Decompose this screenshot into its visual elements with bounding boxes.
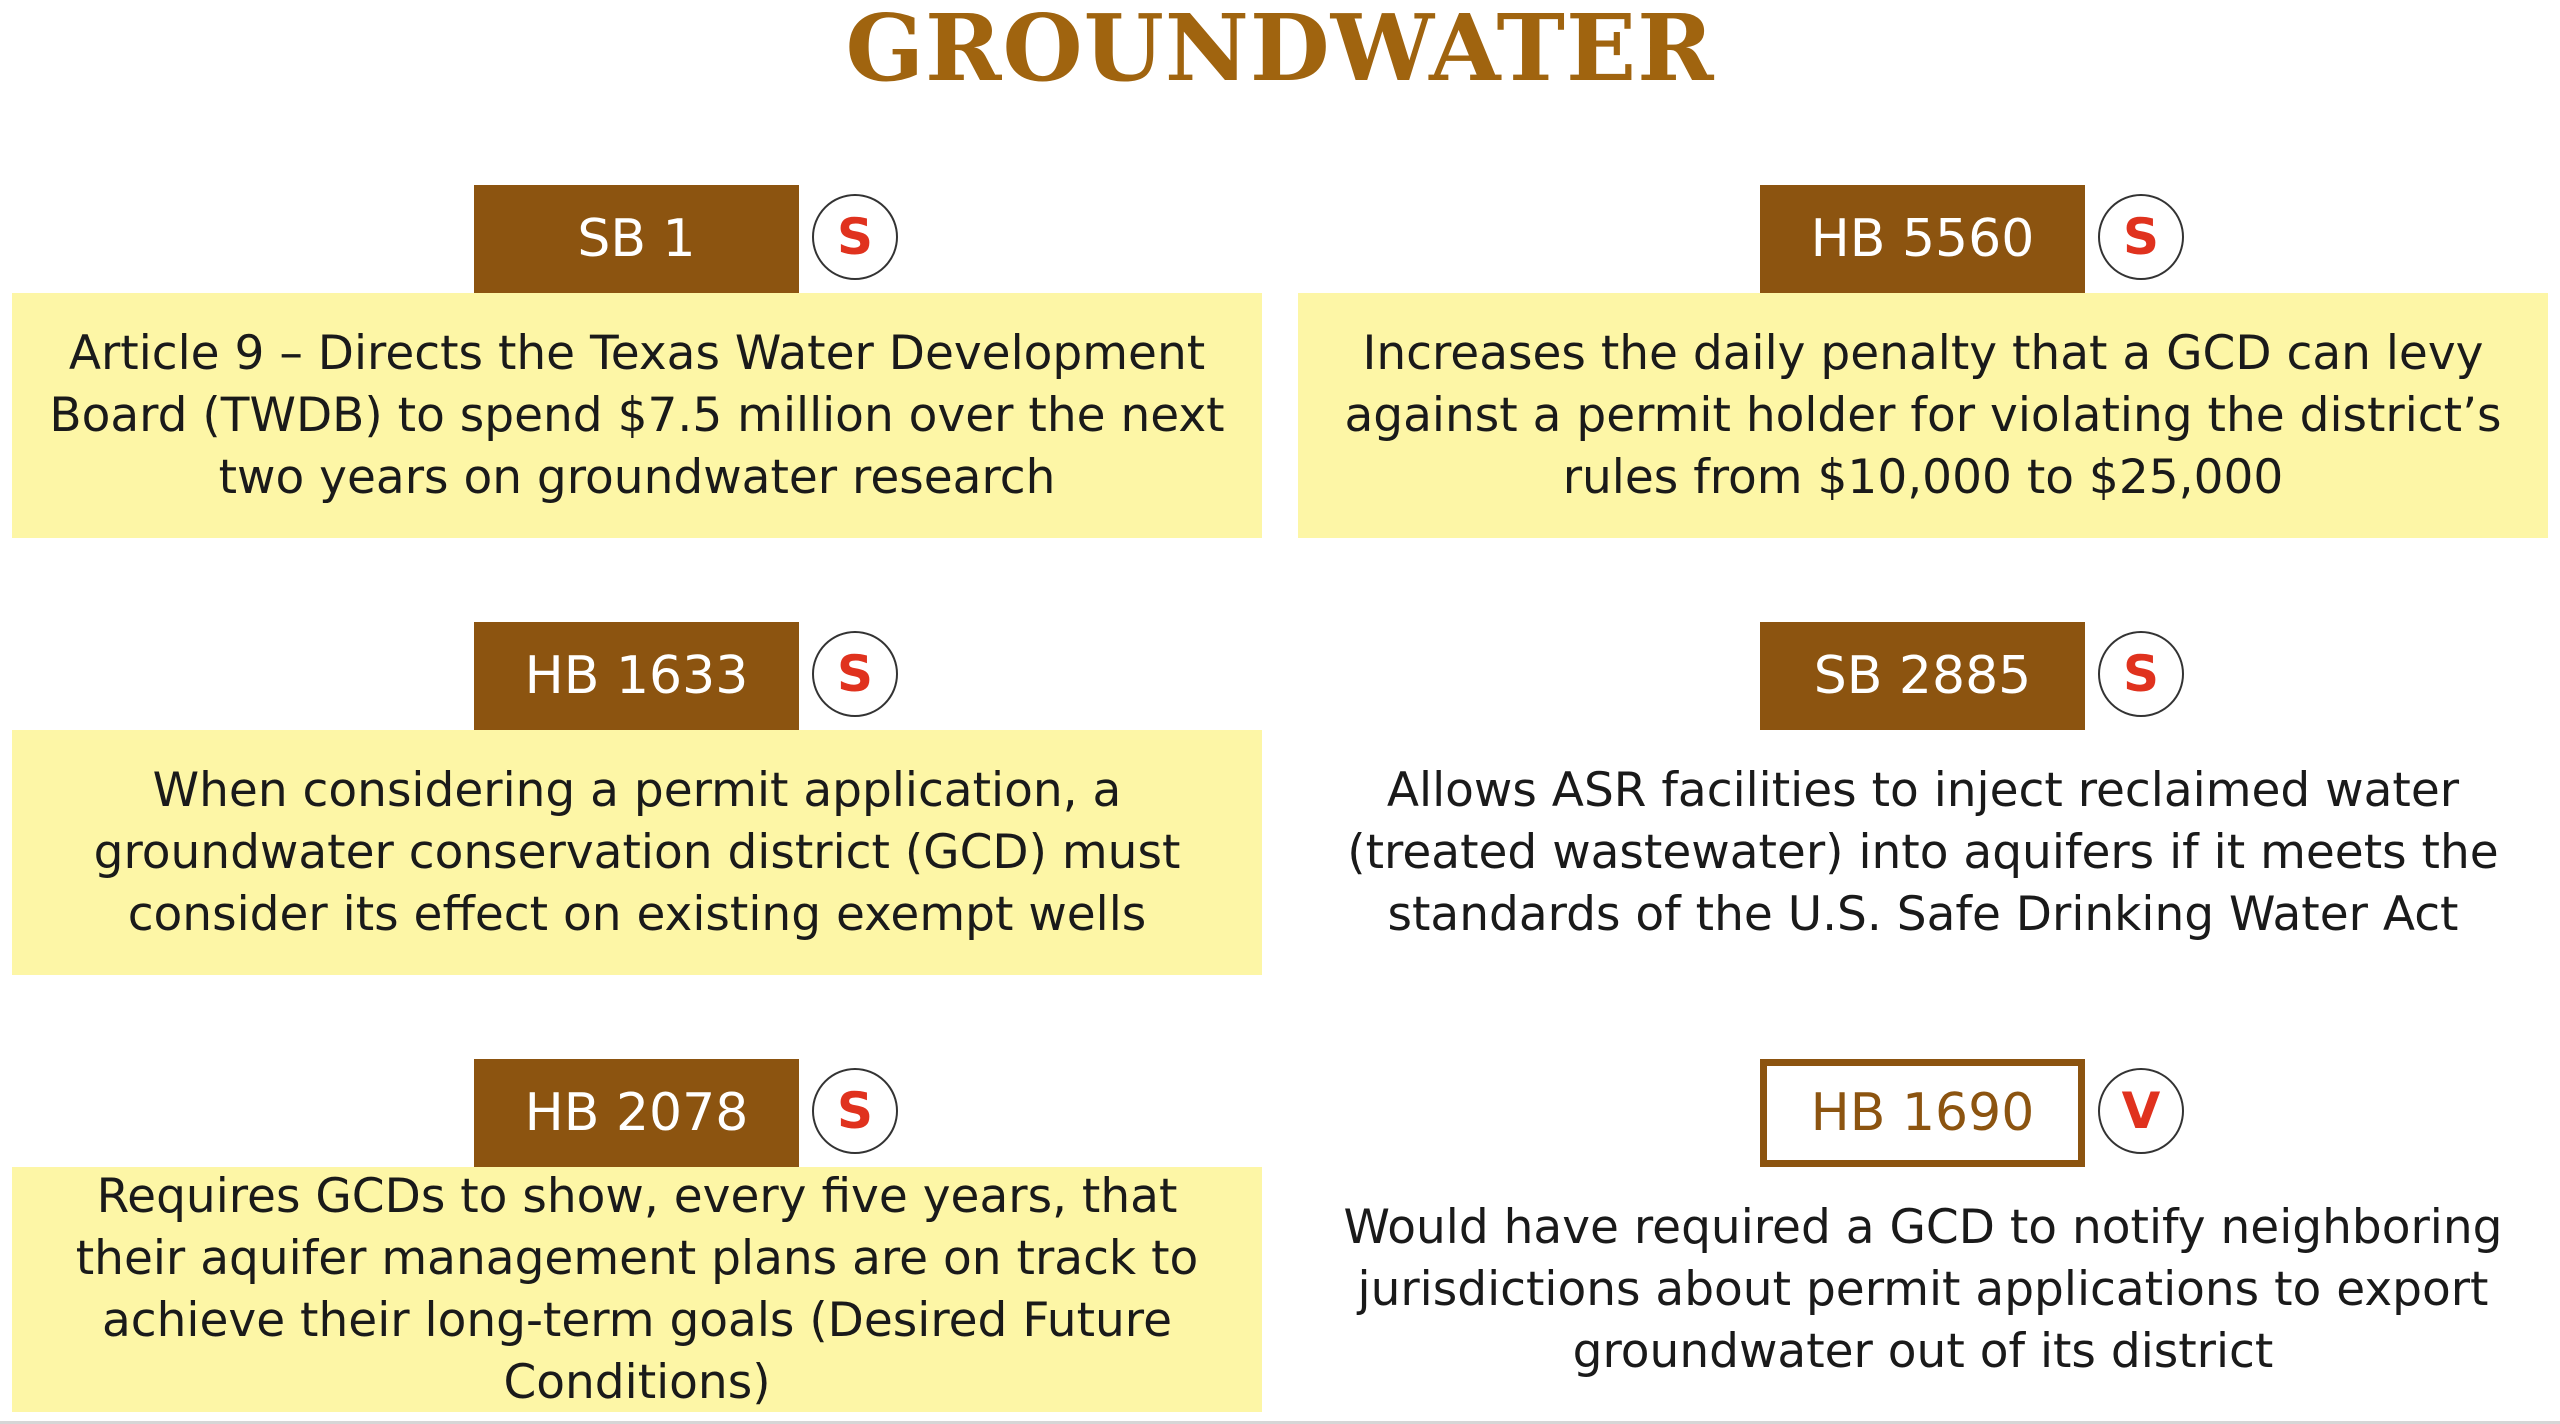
bill-label: HB 5560 <box>1760 185 2085 293</box>
bill-card-hb2078 <box>12 1059 1262 1419</box>
bill-description: Article 9 – Directs the Texas Water Development Board (TWDB) to spend $7.5 million over the next two years on groundwater research <box>12 293 1262 538</box>
bill-card-hb1633 <box>12 622 1262 982</box>
bill-description: Requires GCDs to show, every five years, that their aquifer management plans are on track to achieve their long-term goals (Desired Future Conditions) <box>12 1167 1262 1412</box>
page-title: GROUNDWATER <box>845 0 1715 102</box>
bill-description: Would have required a GCD to notify neighboring jurisdictions about permit applications to export groundwater out of its district <box>1343 1199 2503 1379</box>
bill-description: Allows ASR facilities to inject reclaimed water (treated wastewater) into aquifers if it meets the standards of the U.S. Safe Drinking Water Act <box>1347 762 2499 942</box>
signed-badge: S <box>2098 194 2184 280</box>
vetoed-badge: V <box>2098 1068 2184 1154</box>
signed-badge: S <box>812 1068 898 1154</box>
bill-label: SB 1 <box>474 185 799 293</box>
bill-card-sb1 <box>12 185 1262 545</box>
bill-description: Increases the daily penalty that a GCD can levy against a permit holder for violating the district’s rules from $10,000 to $25,000 <box>1298 293 2548 538</box>
bill-label: HB 1690 <box>1760 1059 2085 1167</box>
signed-badge: S <box>2098 631 2184 717</box>
bill-label: SB 2885 <box>1760 622 2085 730</box>
bill-description: When considering a permit application, a groundwater conservation district (GCD) must consider its effect on existing exempt wells <box>12 730 1262 975</box>
bill-card-hb1690 <box>1298 1059 2548 1419</box>
bill-card-sb2885 <box>1298 622 2548 982</box>
bill-label: HB 1633 <box>474 622 799 730</box>
signed-badge: S <box>812 631 898 717</box>
bill-label: HB 2078 <box>474 1059 799 1167</box>
bill-card-hb5560 <box>1298 185 2548 545</box>
signed-badge: S <box>812 194 898 280</box>
